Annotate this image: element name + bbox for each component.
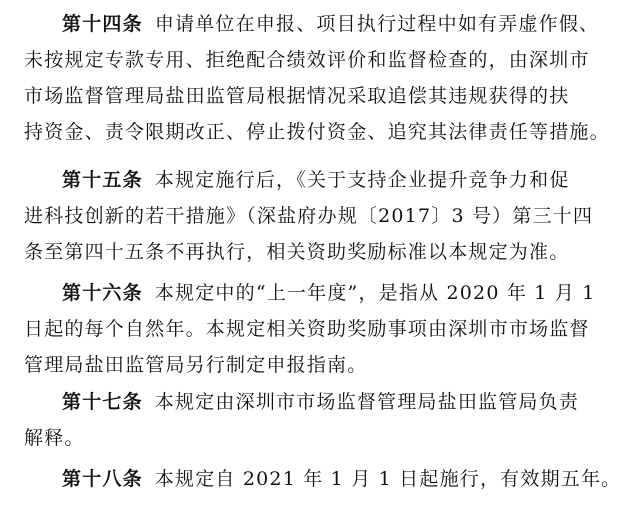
article-17-line-2: 解释。: [24, 427, 85, 449]
article-15-label: 第十五条: [62, 169, 143, 191]
article-14-line-4: 持资金、责令限期改正、停止拨付资金、追究其法律责任等措施。: [24, 121, 610, 143]
article-18-label: 第十八条: [62, 468, 143, 490]
article-18-line-1: [62, 465, 624, 493]
article-16-line-2: 日起的每个自然年。本规定相关资助奖励事项由深圳市市场监督: [24, 318, 590, 340]
article-15-text: 本规定施行后，《关于支持企业提升竞争力和促: [154, 169, 570, 191]
article-18-text: 本规定自 2021 年 1 月 1 日起施行，有效期五年。: [154, 468, 622, 490]
article-14-line-2: 未按规定专款专用、拒绝配合绩效评价和监督检查的，由深圳市: [24, 49, 590, 71]
article-16-text: 本规定中的“上一年度”，是指从 2020 年 1 月 1: [154, 282, 596, 304]
article-14-line-1: [62, 10, 624, 38]
article-16-label: 第十六条: [62, 282, 143, 304]
article-17-text: 本规定由深圳市市场监督管理局盐田监管局负责: [154, 391, 580, 413]
article-15-line-1: [62, 166, 624, 194]
article-16-line-1: [62, 279, 624, 307]
article-14-label: 第十四条: [62, 13, 143, 35]
article-14-text: 申请单位在申报、项目执行过程中如有弄虚作假、: [154, 13, 600, 35]
article-16-line-3: 管理局盐田监管局另行制定申报指南。: [24, 354, 368, 376]
article-14-line-3: 市场监督管理局盐田监管局根据情况采取追偿其违规获得的扶: [24, 85, 570, 107]
article-17-line-1: [62, 388, 624, 416]
article-17-label: 第十七条: [62, 391, 143, 413]
article-15-line-2: 进科技创新的若干措施》（深盐府办规〔2017〕3 号）第三十四: [24, 205, 594, 227]
article-15-line-3: 条至第四十五条不再执行，相关资助奖励标准以本规定为准。: [24, 241, 570, 263]
